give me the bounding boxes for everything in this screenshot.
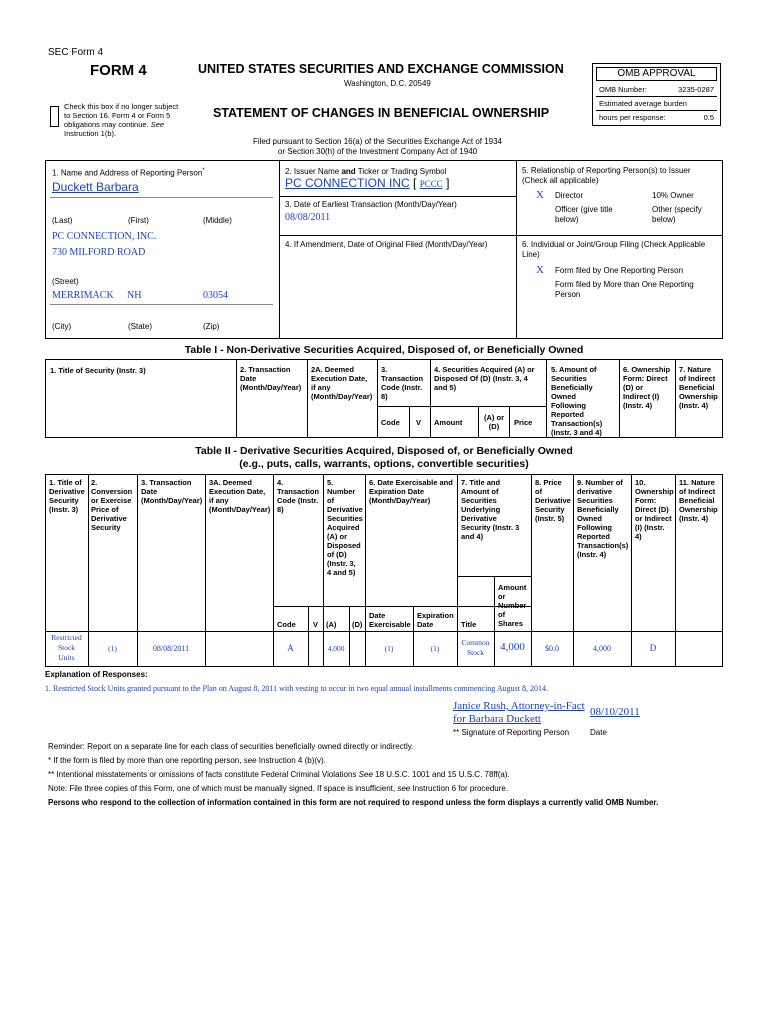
t2-col3a-header: 3A. Deemed Execution Date, if any (Month/Day/Year) (209, 478, 271, 514)
no-longer-subject-checkbox[interactable] (50, 106, 59, 127)
t2-col1-header: 1. Title of Derivative Security (Instr. 3) (49, 478, 85, 514)
ticker-symbol[interactable]: PCCC (419, 179, 443, 189)
footnote-2: ** Intentional misstatements or omissions of facts constitute Federal Criminal Violations See 18 U.S.C. 1001 and 15 U.S.C. 78ff(a). (48, 770, 510, 779)
omb-title: OMB APPROVAL (596, 67, 717, 81)
t1-col2-header: 2. Transaction Date (Month/Day/Year) (240, 365, 302, 392)
t2-col2-header: 2. Conversion or Exercise Price of Derivative Security (91, 478, 133, 532)
t2-col5-header: 5. Number of Derivative Securities Acquired (A) or Disposed of (D) (Instr. 3, 4 and 5) (327, 478, 363, 577)
t2-col7-header: 7. Title and Amount of Securities Underlying Derivative Security (Instr. 3 and 4) (461, 478, 520, 541)
reporting-person-name[interactable]: Duckett Barbara (52, 180, 139, 194)
address-zip: 03054 (203, 290, 228, 301)
middle-label: (Middle) (203, 216, 232, 225)
address-state: NH (127, 290, 142, 301)
street-label: (Street) (52, 277, 79, 286)
address-city: MERRIMACK (52, 290, 114, 301)
t2-row-price: $0.0 (545, 644, 559, 653)
signature-name[interactable]: Janice Rush, Attorney-in-Fact for Barbara Duckett (453, 700, 585, 725)
director-label: Director (555, 191, 584, 200)
director-mark[interactable]: X (536, 189, 544, 201)
one-person-label: Form filed by One Reporting Person (555, 266, 684, 275)
t1-col6-header: 6. Ownership Form: Direct (D) or Indirect (I) (Instr. 4) (623, 365, 671, 410)
omb-disclaimer: Persons who respond to the collection of information contained in this form are not required to respond unless the form displays a currently valid OMB Number. (48, 798, 659, 807)
ten-percent-owner-label: 10% Owner (652, 191, 694, 200)
t2-row-security: Restricted Stock Units (51, 633, 82, 662)
t1-price-header: Price (514, 418, 533, 427)
commission-title: UNITED STATES SECURITIES AND EXCHANGE COMMISSION (198, 62, 564, 76)
t2-col6-header: 6. Date Exercisable and Expiration Date (Month/Day/Year) (369, 478, 453, 505)
box5-label: 5. Relationship of Reporting Person(s) to Issuer (Check all applicable) (522, 166, 691, 185)
t2-d-header: (D) (352, 620, 363, 629)
t2-col9-header: 9. Number of derivative Securities Beneficially Owned Following Reported Transaction(s) (Instr. 4) (577, 478, 629, 559)
t2-date-exercisable-header: Date Exercisable (369, 611, 411, 629)
city-label: (City) (52, 322, 72, 331)
explanation-heading: Explanation of Responses: (45, 670, 148, 679)
t2-row-shares: 4,000 (500, 641, 525, 653)
box4-label: 4. If Amendment, Date of Original Filed (Month/Day/Year) (285, 240, 488, 249)
t2-expiration-header: Expiration Date (417, 611, 454, 629)
t2-col4-header: 4. Transaction Code (Instr. 8) (277, 478, 320, 514)
table2-title: Table II - Derivative Securities Acquired, Disposed of, or Beneficially Owned (e.g., puts, calls, warrants, options, convertible securities) (195, 445, 573, 470)
t2-a-header: (A) (326, 620, 337, 629)
t2-row-title: Common Stock (461, 638, 490, 657)
t1-v-header: V (416, 418, 422, 427)
t1-col3-header: 3. Transaction Code (Instr. 8) (381, 365, 424, 401)
table1-title: Table I - Non-Derivative Securities Acquired, Disposed of, or Beneficially Owned (184, 344, 584, 356)
date-label: Date (590, 728, 607, 737)
last-label: (Last) (52, 216, 73, 225)
omb-number-value: 3235-0287 (678, 85, 714, 94)
t1-col5-header: 5. Amount of Securities Beneficially Owned Following Reported Transaction(s) (Instr. 3 and 4) (551, 365, 603, 437)
t2-row-owned: 4,000 (593, 644, 611, 653)
t1-col4-header: 4. Securities Acquired (A) or Disposed Of (D) (Instr. 3, 4 and 5) (434, 365, 535, 392)
t2-row-code: A (287, 643, 294, 653)
t2-row-acquired: 4,000 (327, 644, 345, 653)
checkbox-instructions: Check this box if no longer subject to Section 16. Form 4 or Form 5 obligations may continue. See Instruction 1(b). (64, 102, 179, 138)
address-street: 730 MILFORD ROAD (52, 247, 146, 258)
t2-col8-header: 8. Price of Derivative Security (Instr. 5) (535, 478, 571, 523)
statement-title: STATEMENT OF CHANGES IN BENEFICIAL OWNERSHIP (213, 106, 550, 120)
box1-label: 1. Name and Address of Reporting Person* (52, 168, 205, 178)
t1-col7-header: 7. Nature of Indirect Beneficial Ownership (Instr. 4) (679, 365, 718, 410)
state-label: (State) (128, 322, 153, 331)
t2-title-header: Title (461, 620, 477, 629)
first-label: (First) (128, 216, 149, 225)
box3-label: 3. Date of Earliest Transaction (Month/Day/Year) (285, 200, 457, 209)
t2-code-header: Code (277, 620, 296, 629)
omb-number-label: OMB Number: (599, 85, 647, 94)
explanation-note: 1. Restricted Stock Units granted pursuant to the Plan on August 8, 2011 with vesting to occur in two equal annual installments commencing August 8, 2014. (45, 684, 548, 693)
address-company: PC CONNECTION, INC. (52, 231, 157, 242)
one-person-mark[interactable]: X (536, 264, 544, 276)
issuer-name[interactable]: PC CONNECTION INC (285, 176, 410, 190)
t2-amount-header: Amount or Number of Shares (498, 583, 527, 628)
t1-aord-header: (A) or (D) (484, 413, 504, 431)
omb-hours-label: hours per response: (599, 113, 666, 122)
t2-col11-header: 11. Nature of Indirect Beneficial Ownership (Instr. 4) (679, 478, 718, 523)
t2-v-header: V (313, 620, 319, 629)
signature-label: ** Signature of Reporting Person (453, 728, 570, 737)
t2-row-exercisable: (1) (384, 644, 394, 653)
officer-label: Officer (give title below) (555, 205, 613, 224)
commission-city: Washington, D.C. 20549 (344, 79, 431, 88)
other-label: Other (specify below) (652, 205, 702, 224)
omb-approval-box (592, 63, 721, 126)
footnote-1: * If the form is filed by more than one reporting person, see Instruction 4 (b)(v). (48, 756, 326, 765)
omb-burden-label: Estimated average burden (599, 99, 687, 108)
t1-col2a-header: 2A. Deemed Execution Date, if any (Month/Day/Year) (311, 365, 373, 401)
filed-pursuant: Filed pursuant to Section 16(a) of the Securities Exchange Act of 1934 or Section 30(h) of the Investment Company Act of 1940 (252, 137, 503, 156)
t2-row-conversion: (1) (108, 644, 117, 653)
earliest-transaction-date: 08/08/2011 (285, 212, 331, 223)
t1-code-header: Code (381, 418, 400, 427)
issuer-name-ticker: PC CONNECTION INC [ PCCC ] (285, 176, 450, 190)
t2-row-date: 08/08/2011 (152, 644, 190, 653)
t2-col3-header: 3. Transaction Date (Month/Day/Year) (141, 478, 203, 505)
t2-row-form: D (649, 643, 657, 653)
sec-form-label: SEC Form 4 (48, 47, 104, 58)
reminder: Reminder: Report on a separate line for each class of securities beneficially owned directly or indirectly. (48, 742, 414, 751)
t2-col10-header: 10. Ownership Form: Direct (D) or Indirect (I) (Instr. 4) (635, 478, 674, 541)
box6-label: 6. Individual or Joint/Group Filing (Check Applicable Line) (522, 240, 706, 259)
more-persons-label: Form filed by More than One Reporting Person (555, 280, 694, 299)
zip-label: (Zip) (203, 322, 220, 331)
signature-date: 08/10/2011 (590, 706, 640, 718)
t1-col1-header: 1. Title of Security (Instr. 3) (50, 366, 146, 375)
box2-label: 2. Issuer Name and Ticker or Trading Symbol (285, 167, 447, 176)
footnote-3: Note: File three copies of this Form, one of which must be manually signed. If space is insufficient, see Instruction 6 for procedure. (48, 784, 509, 793)
form-title: FORM 4 (90, 62, 147, 79)
omb-hours-value: 0.5 (703, 113, 714, 122)
t1-amount-header: Amount (434, 418, 463, 427)
t2-row-expiration: (1) (430, 644, 440, 653)
